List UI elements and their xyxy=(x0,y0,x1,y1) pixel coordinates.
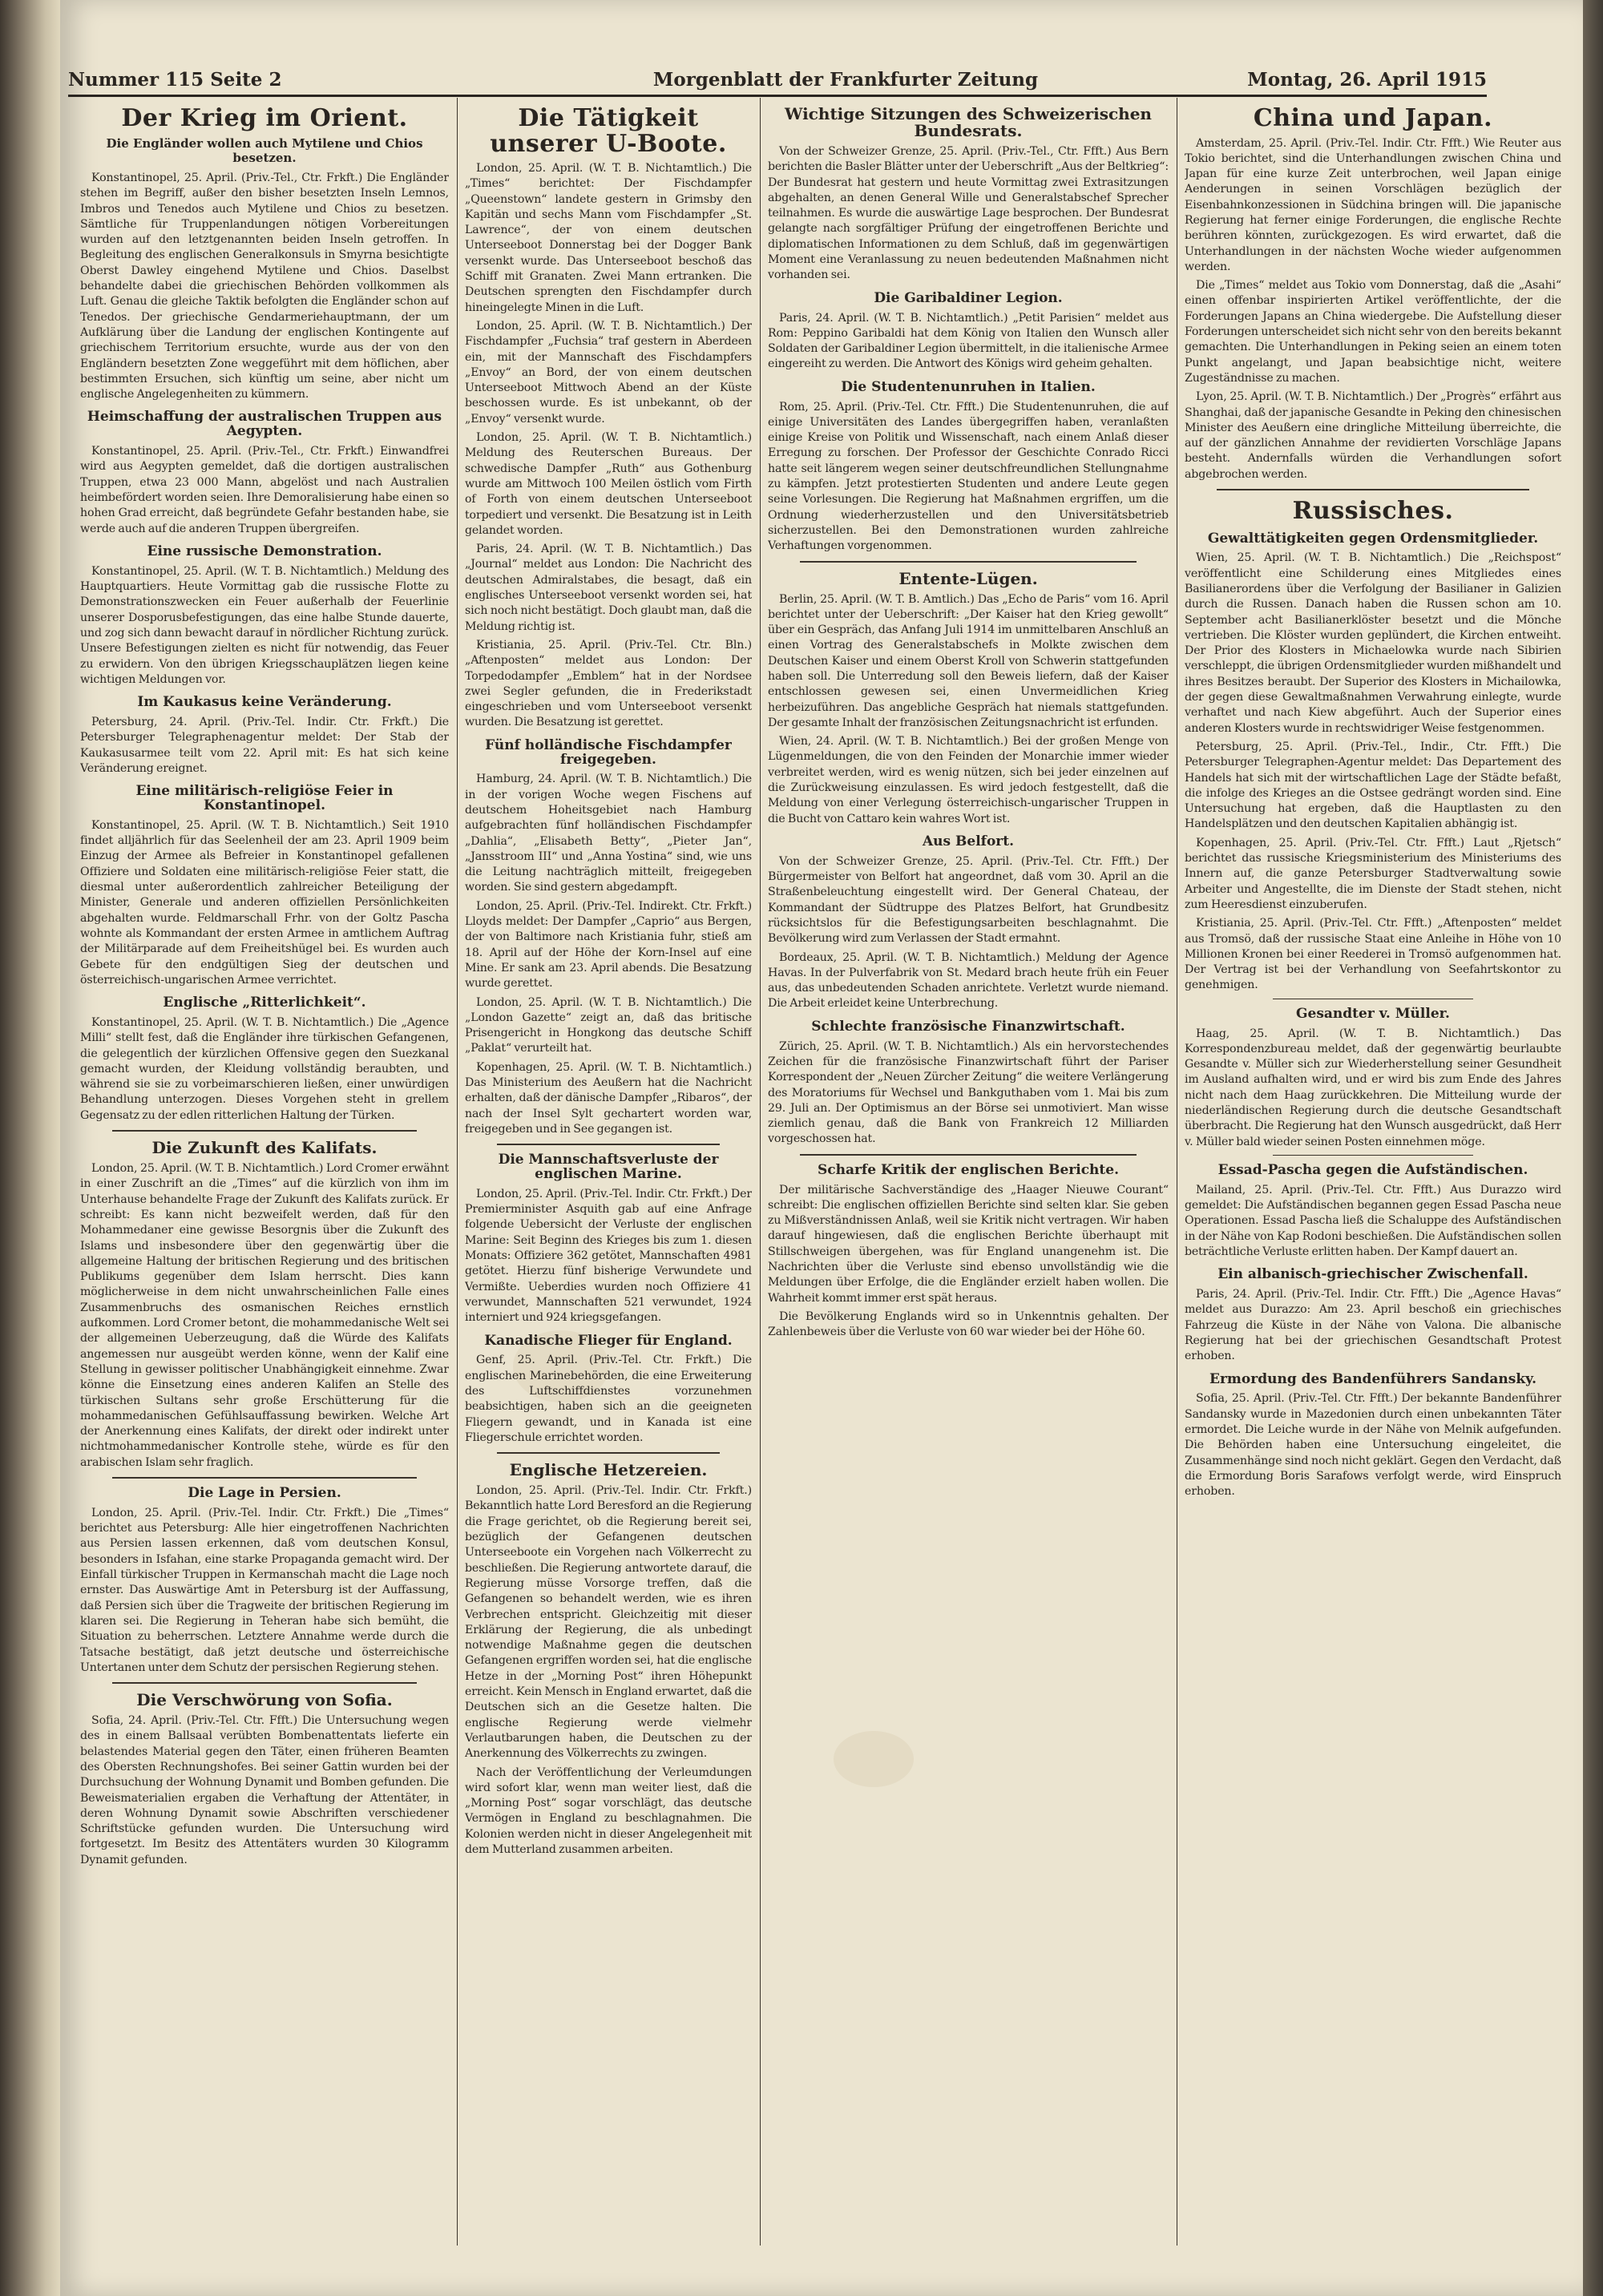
article-paragraph: Genf, 25. April. (Priv.-Tel. Ctr. Frkft.) Die englischen Marinebehörden, die eine Erweiterung des Luftschiffdienstes vorzunehmen beabsichtigen, haben sich an die geeigneten Fliegern gewandt, und in Kanada ist eine Fliegerschule errichtet worden. xyxy=(465,1354,752,1444)
article-paragraph: Bordeaux, 25. April. (W. T. B. Nichtamtlich.) Meldung der Agence Havas. In der Pulverfabrik von St. Medard brach heute früh ein Feuer aus, das unbedeutenden Schaden anrichtete. Verletzt wurde niemand. Die Arbeit erleidet keine Unterbrechung. xyxy=(768,950,1169,1011)
headline-russisches: Russisches. xyxy=(1292,497,1454,526)
column-china-japan xyxy=(1185,98,1561,2246)
separator xyxy=(800,1154,1137,1156)
article-paragraph: Von der Schweizer Grenze, 25. April. (Priv.-Tel., Ctr. Ffft.) Aus Bern berichten die Basler Blätter unter der Ueberschrift „Aus der Beltkrieg“: Der Bundesrat hat gestern und heute Vormittag zwei Extrasitzungen abgehalten, an denen General Wille und Generalstabschef Sprecher teilnahmen. Es wurde die auswärtige Lage besprochen. Der Bundesrat gelangte nach sorgfältiger Prüfung der eingetroffenen Berichte und diplomatischen Informationen zu dem Schluß, daß im gegenwärtigen Moment eine Veranlassung zu neuen bedeutenden Maßnahmen nicht vorhanden sei. xyxy=(768,145,1169,282)
section-heading: Essad-Pascha gegen die Aufständischen. xyxy=(1217,1161,1528,1178)
article-paragraph: Petersburg, 24. April. (Priv.-Tel. Indir. Ctr. Frkft.) Die Petersburger Telegraphenagentur meldet: Der Stab der Kaukasusarmee teilt vom 22. April mit: Es hat sich keine Veränderung ereignet. xyxy=(80,715,449,775)
issue-number: Nummer 115 Seite 2 xyxy=(68,69,282,91)
section-heading: Fünf holländische Fischdampfer freigegeben. xyxy=(485,736,732,768)
article-paragraph: Berlin, 25. April. (W. T. B. Amtlich.) Das „Echo de Paris“ vom 16. April berichtet unter der Ueberschrift: „Der Kaiser hat den Krieg gewollt“ über ein Gespräch, das Anfang Juli 1914 im unmittelbaren Anschluß an einen Vortrag des Generalstabschefs in Molkte zwischen dem Deutschen Kaiser und einem Oberst Kroll von Schwerin stattgefunden haben soll. Die Unterredung soll den Beweis liefern, daß der Kaiser entschlossen gewesen sei, einen Unvermeidlichen Krieg herbeizuführen. Das angebliche Gespräch hat niemals stattgefunden. Der gesamte Inhalt der französischen Zeitungsnachricht ist erfunden. xyxy=(768,592,1169,729)
article-paragraph: Mailand, 25. April. (Priv.-Tel. Ctr. Ffft.) Aus Durazzo wird gemeldet: Die Aufständischen begannen gegen Essad Pascha neue Operationen. Essad Pascha ließ die Schaluppe des Aufständischen in der Nähe von Kap Rodoni beschießen. Die Aufständischen sollen beträchtliche Verluste erlitten haben. Der Kampf dauert an. xyxy=(1185,1183,1561,1258)
section-heading: Die Garibaldiner Legion. xyxy=(874,289,1063,306)
section-heading: Scharfe Kritik der englischen Berichte. xyxy=(817,1161,1120,1178)
article-paragraph: Zürich, 25. April. (W. T. B. Nichtamtlich.) Als ein hervorstechendes Zeichen für die französische Finanzwirtschaft führt der Pariser Korrespondent der „Neuen Zürcher Zeitung“ die weitere Verlängerung des Moratoriums für Wechsel und Bankguthaben vom 1. Mai bis zum 29. Juli an. Der Optimismus an der Börse sei unmotiviert. Man wisse ziemlich genau, daß die Bank von Frankreich 12 Milliarden vorgeschossen hat. xyxy=(768,1039,1169,1146)
section-heading: Gewalttätigkeiten gegen Ordensmitglieder. xyxy=(1207,530,1539,547)
article-paragraph: Kristiania, 25. April. (Priv.-Tel. Ctr. Bln.) „Aftenposten“ meldet aus London: Der Torpedodampfer „Emblem“ hat in der Nordsee zwei Segler gefunden, die in Frederikstadt eingeschrieben und vom Unterseeboot versenkt wurden. Die Besatzung ist gerettet. xyxy=(465,638,752,729)
article-paragraph: London, 25. April. (Priv.-Tel. Indirekt. Ctr. Frkft.) Lloyds meldet: Der Dampfer „Caprio“ aus Bergen, der von Baltimore nach Kristiania fuhr, stieß am 18. April auf der Höhe der Korn-Insel auf eine Mine. Er sank am 23. April abends. Die Besatzung wurde gerettet. xyxy=(465,899,752,991)
article-paragraph: London, 25. April. (W. T. B. Nichtamtlich.) Lord Cromer erwähnt in einer Zuschrift an die „Times“ auf die kürzlich von ihm im Unterhause behandelte Frage der Zukunft des Kalifats zurück. Er schreibt: Es kann nicht bezweifelt werden, daß für den Mohammedaner eine gewisse Besorgnis über die Zukunft des Islams und insbesondere über den gegenwärtig über die allgemeine Haltung der britischen Regierung und des britischen Publikums gegenüber dem Islam herrscht. Dies kann möglicherweise in dem nicht unwahrscheinlichen Falle eines Zusammenbruchs des osmanischen Reiches ernstlich aufkommen. Lord Cromer betont, die mohammedanische Welt sei der allgemeinen Ueberzeugung, daß die Würde des Kalifats angemessen nur ausgeübt werden könne, wenn der Kalif eine Stellung in gewisser politischer Unabhängigkeit einnehme. Zwar könne die Einsetzung eines anderen Kalifen an Stelle des türkischen Sultans sehr große Erschütterung für die mohammedanischen Gefühlsauffassung bewirken. Welche Art der Anerkennung eines Kalifats, der direkt oder indirekt unter nichtmohammedanischer Kontrolle stehe, würde es für den arabischen Islam sehr fraglich. xyxy=(80,1162,449,1469)
headline-orient: Der Krieg im Orient. xyxy=(121,104,408,132)
article-paragraph: Haag, 25. April. (W. T. B. Nichtamtlich.) Das Korrespondenzbureau meldet, daß der gegenwärtig beurlaubte Gesandte v. Müller sich zur Wiederherstellung seiner Gesundheit im Ausland aufhalten wird, und er wird bis zum Ende des Jahres nicht nach dem Haag zurückkehren. Die Mitteilung wurde der niederländischen Regierung durch die deutsche Gesandtschaft überbracht. Die Regierung hat den Wunsch ausgedrückt, daß Herr v. Müller bald wieder seinen Posten einnehmen möge. xyxy=(1185,1027,1561,1148)
article-paragraph: Sofia, 25. April. (Priv.-Tel. Ctr. Ffft.) Der bekannte Bandenführer Sandansky wurde in Mazedonien durch einen unbekannten Täter ermordet. Die Leiche wurde in der Nähe von Melnik aufgefunden. Die Behörden haben eine Untersuchung eingeleitet, die Zusammenhänge sind noch nicht geklärt. Gegen den Verdacht, daß die Ermordung Boris Sarafows verfolgt werde, wird Einspruch erhoben. xyxy=(1185,1392,1561,1499)
separator xyxy=(800,561,1137,563)
book-binding-edge xyxy=(0,0,60,2296)
column-rule xyxy=(760,98,761,2246)
page-right-edge xyxy=(1583,0,1603,2296)
separator xyxy=(1217,489,1529,490)
section-heading: Aus Belfort. xyxy=(922,833,1015,849)
separator xyxy=(497,1144,720,1145)
article-paragraph: Nach der Veröffentlichung der Verleumdungen wird sofort klar, wenn man weiter liest, daß die „Morning Post“ sogar vorschlägt, das deutsche Vermögen in England zu beschlagnahmen. Die Kolonien werden nicht in dieser Angelegenheit mit dem Mutterland zusammen arbeiten. xyxy=(465,1765,752,1857)
issue-date: Montag, 26. April 1915 xyxy=(1247,69,1487,91)
separator xyxy=(112,1130,417,1132)
section-heading: Heimschaffung der australischen Truppen aus Aegypten. xyxy=(87,409,442,440)
section-heading: Die Zukunft des Kalifats. xyxy=(151,1138,378,1158)
column-bundesrat xyxy=(768,98,1169,2246)
article-paragraph: London, 25. April. (W. T. B. Nichtamtlich.) Die „London Gazette“ zeigt an, daß das britische Prisengericht in Hongkong das deutsche Schiff „Paklat“ verurteilt hat. xyxy=(465,995,752,1055)
column-orient xyxy=(80,98,449,2246)
section-heading: Eine russische Demonstration. xyxy=(147,543,382,559)
section-heading: Schlechte französische Finanzwirtschaft. xyxy=(811,1018,1125,1035)
article-paragraph: Paris, 24. April. (W. T. B. Nichtamtlich.) „Petit Parisien“ meldet aus Rom: Peppino Garibaldi hat dem König von Italien den Wunsch aller Soldaten der Garibaldiner Legion übermittelt, in die italienische Armee eingereiht zu werden. Die Antwort des Königs wird geheim gehalten. xyxy=(768,311,1169,371)
section-heading: Die Mannschaftsverluste der englischen Marine. xyxy=(498,1152,719,1183)
article-paragraph: London, 25. April. (Priv.-Tel. Indir. Ctr. Frkft.) Bekanntlich hatte Lord Beresford an die Regierung die Frage gerichtet, ob die Regierung bereit sei, bezüglich der Gefangenen deutschen Unterseeboote ein Vorgehen nach Völkerrecht zu beschließen. Die Regierung antwortete darauf, die Regierung müsse Vorsorge treffen, daß die Gefangenen so behandelt werden, wie es ihren Verbrechen entspricht. Gleichzeitig mit dieser Erklärung der Regierung, die als unbedingt notwendige Maßnahme gegen die deutschen Gefangenen ergriffen worden sei, hat die englische Hetze in der „Morning Post“ ihren Höhepunkt erreicht. Kein Mensch in England erwartet, daß die Deutschen sich an die Gesetze halten. Die englische Regierung werde vielmehr Verlautbarungen haben, die Deutschen zu der Anerkennung des Völkerrechts zu zwingen. xyxy=(465,1484,752,1761)
section-heading: Die Lage in Persien. xyxy=(188,1484,341,1501)
headline-u-boote: Die Tätigkeit unserer U-Boote. xyxy=(490,104,727,158)
article-paragraph: Die „Times“ meldet aus Tokio vom Donnerstag, daß die „Asahi“ einen offenbar inspirierten Artikel veröffentlichte, der die Forderungen Japans an China wiedergebe. Die Aufstellung dieser Forderungen unterscheidet sich nicht sehr von den bereits bekannt gemachten. Die Unterhandlungen in Peking seien an einem toten Punkt angelangt, und Japan beabsichtige nicht, weitere Zugeständnisse zu machen. xyxy=(1185,279,1561,385)
article-paragraph: London, 25. April. (Priv.-Tel. Indir. Ctr. Frkft.) Der Premierminister Asquith gab auf eine Anfrage folgende Uebersicht der Verluste der englischen Marine: Seit Beginn des Krieges bis zum 1. diesen Monats: Offiziere 362 getötet, Mannschaften 4981 getötet. Hierzu fünf bisherige Verwundete und Vermißte. Ueberdies wurden noch Offiziere 41 verwundet, Mannschaften 521 verwundet, 1924 interniert und 924 kriegsgefangen. xyxy=(465,1187,752,1325)
section-heading: Im Kaukasus keine Veränderung. xyxy=(137,694,392,711)
article-paragraph: Konstantinopel, 25. April. (Priv.-Tel., Ctr. Frkft.) Die Engländer stehen im Begriff, außer den bisher besetzten Inseln Lemnos, Imbros und Tenedos auch Mytilene und Chios zu besetzen. Sämtliche für Truppenlandungen nötigen Vorbereitungen wurden auf den letztgenannten beiden Inseln getroffen. In Begleitung des englischen Generalkonsuls in Smyrna besichtigte Oberst Dawley eingehend Mytilene und Chios. Daselbst behandelte dabei die griechischen Behörden vollkommen als Luft. Genau die gleiche Taktik befolgten die Engländer schon auf Tenedos. Der griechische Gendarmeriehauptmann, der um Aufklärung über die Landung der englischen Kontingente auf griechischem Territorium ersuchte, wurde aus der von den Engländern besetzten Zone weggeführt mit dem höflichen, aber bestimmten Ersuchen, sich künftig um seine, aber nicht um englische Angelegenheiten zu kümmern. xyxy=(80,171,449,401)
separator xyxy=(1273,1155,1473,1156)
article-paragraph: Amsterdam, 25. April. (Priv.-Tel. Indir. Ctr. Ffft.) Wie Reuter aus Tokio berichtet, sind die Unterhandlungen zwischen China und Japan für eine kurze Zeit unterbrochen, weil Japan einige Aenderungen in seinen Vorschlägen bezüglich der Eisenbahnkonzessionen in Südchina bringen will. Die japanische Regierung hat ferner einige Forderungen, die englische Rechte berühren könnten, zurückgezogen. Es wird erwartet, daß die Unterhandlungen in der nächsten Woche wieder aufgenommen werden. xyxy=(1185,136,1561,273)
masthead xyxy=(68,66,1487,97)
section-heading: Eine militärisch-religiöse Feier in Konstantinopel. xyxy=(135,783,394,814)
section-heading: Gesandter v. Müller. xyxy=(1296,1005,1450,1022)
article-paragraph: Kopenhagen, 25. April. (Priv.-Tel. Ctr. Ffft.) Laut „Rjetsch“ berichtet das russische Kriegsministerium des Ministeriums des Innern auf, die ganze Petersburger Stadtverwaltung sowie Arbeiter und Angestellte, die im Dienste der Stadt stehen, nicht zum Heeresdienst einzuberufen. xyxy=(1185,836,1561,911)
article-paragraph: Konstantinopel, 25. April. (W. T. B. Nichtamtlich.) Seit 1910 findet alljährlich für das Seelenheil der am 23. April 1909 beim Einzug der Armee als Befreier in Konstantinopel gefallenen Offiziere und Soldaten eine militärisch-religiöse Feier statt, die diesmal unter außerordentlich zahlreicher Beteiligung der Minister, Generale und anderen offiziellen Persönlichkeiten abgehalten wurde. Feldmarschall Frhr. von der Goltz Pascha wohnte als Kommandant der ersten Armee in amtlichem Auftrag der Militärparade auf dem Freiheitshügel bei. Es wurden auch Gebete für den endgültigen Sieg der deutschen und österreichisch-ungarischen Armee verrichtet. xyxy=(80,818,449,987)
separator xyxy=(112,1477,417,1479)
article-paragraph: Kopenhagen, 25. April. (W. T. B. Nichtamtlich.) Das Ministerium des Aeußern hat die Nachricht erhalten, daß der dänische Dampfer „Ribaros“, der nach der Insel Sylt gechartert worden war, freigegeben und in See gegangen ist. xyxy=(465,1060,752,1136)
section-heading: Kanadische Flieger für England. xyxy=(484,1332,733,1349)
paper-name: Morgenblatt der Frankfurter Zeitung xyxy=(652,69,1039,91)
section-heading: Ermordung des Bandenführers Sandansky. xyxy=(1209,1370,1536,1387)
article-paragraph: Lyon, 25. April. (W. T. B. Nichtamtlich.) Der „Progrès“ erfährt aus Shanghai, daß der japanische Gesandte in Peking den chinesischen Minister des Aeußern eine dringliche Mitteilung überreichte, die auf der gänzlichen Annahme der revidierten Vorschläge Japans besteht. Andernfalls würden die Verhandlungen sofort abgebrochen werden. xyxy=(1185,390,1561,481)
subheadline: Die Engländer wollen auch Mytilene und Chios besetzen. xyxy=(106,135,423,166)
article-paragraph: Konstantinopel, 25. April. (W. T. B. Nichtamtlich.) Meldung des Hauptquartiers. Heute Vormittag gab die russische Flotte zu Demonstrationszwecken ein Feuer außerhalb der Feuerlinie unserer Dosporusbefestigungen, das eine halbe Stunde dauerte, und zog sich dann bewacht darauf in nördlicher Richtung zurück. Unsere Befestigungen zielten es nicht für notwendig, das Feuer zu erwidern. Von den übrigen Kriegsschauplätzen liegen keine wichtigen Meldungen vor. xyxy=(80,564,449,686)
headline-bundesrat: Wichtige Sitzungen des Schweizerischen Bundesrats. xyxy=(785,104,1152,140)
headline-china-japan: China und Japan. xyxy=(1253,104,1493,132)
article-paragraph: Wien, 25. April. (W. T. B. Nichtamtlich.) Die „Reichspost“ veröffentlicht eine Schilderung eines Mitgliedes eines Basilianerordens über die Verfolgung der Basilianer in Galizien durch die Russen. Danach haben die Russen schon am 10. September acht Basilianerklöster besetzt und die Mönche vertrieben. Die Klöster wurden geplündert, die Kirchen entweiht. Der Prior des Klosters in Michaelowka wurde nach Sibirien verschleppt, die übrigen Ordensmitglieder wurden mißhandelt und ihres Besitzes beraubt. Der Superior des Klosters in Michailowka, der gegen diese Gewaltmaßnahmen Verwahrung einlegte, wurde verhaftet und nach Kiew abgeführt. Auch der Superior eines anderen Klosters wurde in rechtswidriger Weise festgenommen. xyxy=(1185,551,1561,735)
article-paragraph: Hamburg, 24. April. (W. T. B. Nichtamtlich.) Die in der vorigen Woche wegen Fischens auf deutschem Hoheitsgebiet nach Hamburg aufgebrachten fünf holländischen Fischdampfer „Dahlia“, „Elisabeth Betty“, „Pieter Jan“, „Jansstroom III“ und „Anna Yostina“ sind, wie uns die Leitung nachträglich mitteilt, freigegeben worden. Sie sind gestern abgedampft. xyxy=(465,773,752,894)
article-paragraph: London, 25. April. (Priv.-Tel. Indir. Ctr. Frkft.) Die „Times“ berichtet aus Petersburg: Alle hier eingetroffenen Nachrichten aus Persien lassen erkennen, daß vom deutschen Konsul, besonders in Isfahan, eine starke Propaganda gemacht wird. Der Einfall türkischer Truppen in Kermanschah macht die Lage noch ernster. Das Auswärtige Amt in Petersburg ist der Auffassung, daß Persien sich über die Tragweite der britischen Regierung im klaren sei. Die Regierung in Teheran habe sich bemüht, die Situation zu beherrschen. Letztere Annahme werde durch die Tatsache bestätigt, daß jetzt deutsche und österreichische Untertanen unter dem Schutz der persischen Regierung stehen. xyxy=(80,1506,449,1674)
article-paragraph: London, 25. April. (W. T. B. Nichtamtlich.) Meldung des Reuterschen Bureaus. Der schwedische Dampfer „Ruth“ aus Gothenburg wurde am Mittwoch 100 Meilen östlich vom Firth of Forth von einem deutschen Unterseeboot torpediert und versenkt. Die Besatzung ist in Leith gelandet worden. xyxy=(465,431,752,537)
section-heading: Ein albanisch-griechischer Zwischenfall. xyxy=(1217,1266,1528,1283)
section-heading: Englische Hetzereien. xyxy=(509,1460,708,1480)
section-heading: Die Studentenunruhen in Italien. xyxy=(841,378,1096,395)
article-paragraph: Kristiania, 25. April. (Priv.-Tel. Ctr. Ffft.) „Aftenposten“ meldet aus Tromsö, daß der russische Staat eine Anleihe in Höhe von 10 Millionen Kronen bei einer Reederei in Tromsö aufgenommen hat. Der Vertrag ist bei der Verhandlung von Seefahrtskontor zu genehmigen. xyxy=(1185,917,1561,992)
column-u-boote xyxy=(465,98,752,2246)
column-rule xyxy=(457,98,458,2246)
article-paragraph: Die Bevölkerung Englands wird so in Unkenntnis gehalten. Der Zahlenbeweis über die Verluste von 60 war wieder bei der Höhe 60. xyxy=(768,1309,1169,1339)
section-heading: Englische „Ritterlichkeit“. xyxy=(163,995,366,1011)
separator xyxy=(497,1452,720,1454)
section-heading: Die Verschwörung von Sofia. xyxy=(136,1690,393,1710)
article-paragraph: London, 25. April. (W. T. B. Nichtamtlich.) Der Fischdampfer „Fuchsia“ traf gestern in Aberdeen ein, mit der Mannschaft des Fischdampfers „Envoy“ an Bord, der von einem deutschen Unterseeboot Mittwoch Abend an der Küste beschossen wurde. Es ist unbekannt, ob der „Envoy“ versenkt wurde. xyxy=(465,319,752,426)
article-paragraph: Paris, 24. April. (Priv.-Tel. Indir. Ctr. Ffft.) Die „Agence Havas“ meldet aus Durazzo: Am 23. April beschoß ein griechisches Fahrzeug die Küste in der Nähe von Valona. Die albanische Regierung hat bei der griechischen Gesandtschaft Protest erhoben. xyxy=(1185,1288,1561,1363)
article-paragraph: Wien, 24. April. (W. T. B. Nichtamtlich.) Bei der großen Menge von Lügenmeldungen, die von den Feinden der Monarchie immer wieder verbreitet werden, wird es wenig nützen, sich bei jeder einzelnen auf die Zurückweisung einzulassen. Es wird jedoch festgestellt, daß die Meldung von einer Verlegung österreichisch-ungarischer Truppen in die Bucht von Cattaro kein wahres Wort ist. xyxy=(768,735,1169,825)
section-heading: Entente-Lügen. xyxy=(898,568,1038,588)
article-paragraph: Rom, 25. April. (Priv.-Tel. Ctr. Ffft.) Die Studentenunruhen, die auf einige Universitäten des Landes übergegriffen haben, veranlaßten einige Kreise von Politik und Wissenschaft, nach einem Anlaß dieser Erregung zu forschen. Der Professor der Geschichte Conrado Ricci hatte seit längerem wegen seiner deutschfreundlichen Stellungnahme zu kämpfen. Jetzt protestierten Studenten und andere Leute gegen seine Vorlesungen. Die Regierung hat Maßnahmen ergriffen, um die Ordnung wiederherzustellen und den Universitätsbetrieb sicherzustellen. Bei den Demonstrationen wurden zahlreiche Verhaftungen vorgenommen. xyxy=(768,400,1169,553)
article-paragraph: Petersburg, 25. April. (Priv.-Tel., Indir., Ctr. Ffft.) Die Petersburger Telegraphen-Agentur meldet: Das Departement des Handels hat sich mit der wirtschaftlichen Lage der Städte befaßt, die infolge des Krieges an die Ostsee gedrängt worden sind. Eine Untersuchung hat ergeben, daß die Hauptlasten zu den Handelsplätzen und den deutschen Kapitalien abhängig ist. xyxy=(1185,740,1561,831)
separator xyxy=(112,1682,417,1684)
article-paragraph: Der militärische Sachverständige des „Haager Nieuwe Courant“ schreibt: Die englischen offiziellen Berichte sind selten klar. Sie geben zu Mißverständnissen Anlaß, weil sie Kritik nicht vertragen. Wir haben darauf hingewiesen, daß die englischen Berichte überhaupt mit Stillschweigen übergehen, was für England unangenehm ist. Die Nachrichten über die Verluste sind ebenso unvollständig wie die Meldungen über Erfolge, die die Engländer erzielt haben wollen. Die Wahrheit kommt immer erst spät heraus. xyxy=(768,1183,1169,1305)
article-paragraph: Konstantinopel, 25. April. (W. T. B. Nichtamtlich.) Die „Agence Milli“ stellt fest, daß die Engländer ihre türkischen Gefangenen, die gelegentlich der kürzlichen Offensive gegen den Suezkanal gemacht wurden, der Kleidung vollständig beraubten, und während sie sie zu vorbeimarschieren ließen, einer unwürdigen Behandlung unterzogen. Dieses Vorgehen steht in grellem Gegensatz zu der edlen ritterlichen Haltung der Türken. xyxy=(80,1015,449,1122)
article-paragraph: Von der Schweizer Grenze, 25. April. (Priv.-Tel. Ctr. Ffft.) Der Bürgermeister von Belfort hat angeordnet, daß vom 30. April an die Straßenbeleuchtung eingestellt wird. Der General Chateau, der Kommandant der Südtruppe des Platzes Belfort, hat Grundbesitz rücksichtslos für die Befestigungsarbeiten beschlagnahmt. Die Bevölkerung wird zum Verlassen der Stadt ermahnt. xyxy=(768,854,1169,946)
article-paragraph: London, 25. April. (W. T. B. Nichtamtlich.) Die „Times“ berichtet: Der Fischdampfer „Queenstown“ landete gestern in Grimsby den Kapitän und sechs Mann vom Fischdampfer „St. Lawrence“, der von einem deutschen Unterseeboot Donnerstag bei der Dogger Bank versenkt wurde. Das Unterseeboot beschoß das Schiff mit Granaten. Zwei Mann ertranken. Die Deutschen sprengten den Fischdampfer durch hineingelegte Minen in die Luft. xyxy=(465,162,752,314)
article-paragraph: Paris, 24. April. (W. T. B. Nichtamtlich.) Das „Journal“ meldet aus London: Die Nachricht des deutschen Admiralstabes, die besagt, daß ein englisches Unterseeboot versenkt worden sei, hat sich noch nicht bestätigt. Doch glaubt man, daß die Meldung richtig ist. xyxy=(465,543,752,633)
article-paragraph: Sofia, 24. April. (Priv.-Tel. Ctr. Ffft.) Die Untersuchung wegen des in einem Ballsaal verübten Bombenattentats lieferte ein belastendes Material gegen den Täter, einen früheren Beamten des Obersten Rechnungshofes. Bei seiner Gattin wurden bei der Durchsuchung der Wohnung Dynamit und Bomben gefunden. Die Beweismaterialien ergaben die Verhaftung der Attentäter, in deren Wohnung Dynamit sowie Abschriften verschiedener Schriftstücke gefunden wurden. Die Untersuchung wird fortgesetzt. Im Besitz des Attentäters wurden 30 Kilogramm Dynamit gefunden. xyxy=(80,1714,449,1866)
article-paragraph: Konstantinopel, 25. April. (Priv.-Tel., Ctr. Frkft.) Einwandfrei wird aus Aegypten gemeldet, daß die dortigen australischen Truppen, etwa 23 000 Mann, abgelöst und nach Australien heimbefördert worden seien. Ihre Demoralisierung habe einen so hohen Grad erreicht, daß begründete Gefahr bestanden habe, sie werde auch auf die anderen Truppen übergreifen. xyxy=(80,445,449,535)
